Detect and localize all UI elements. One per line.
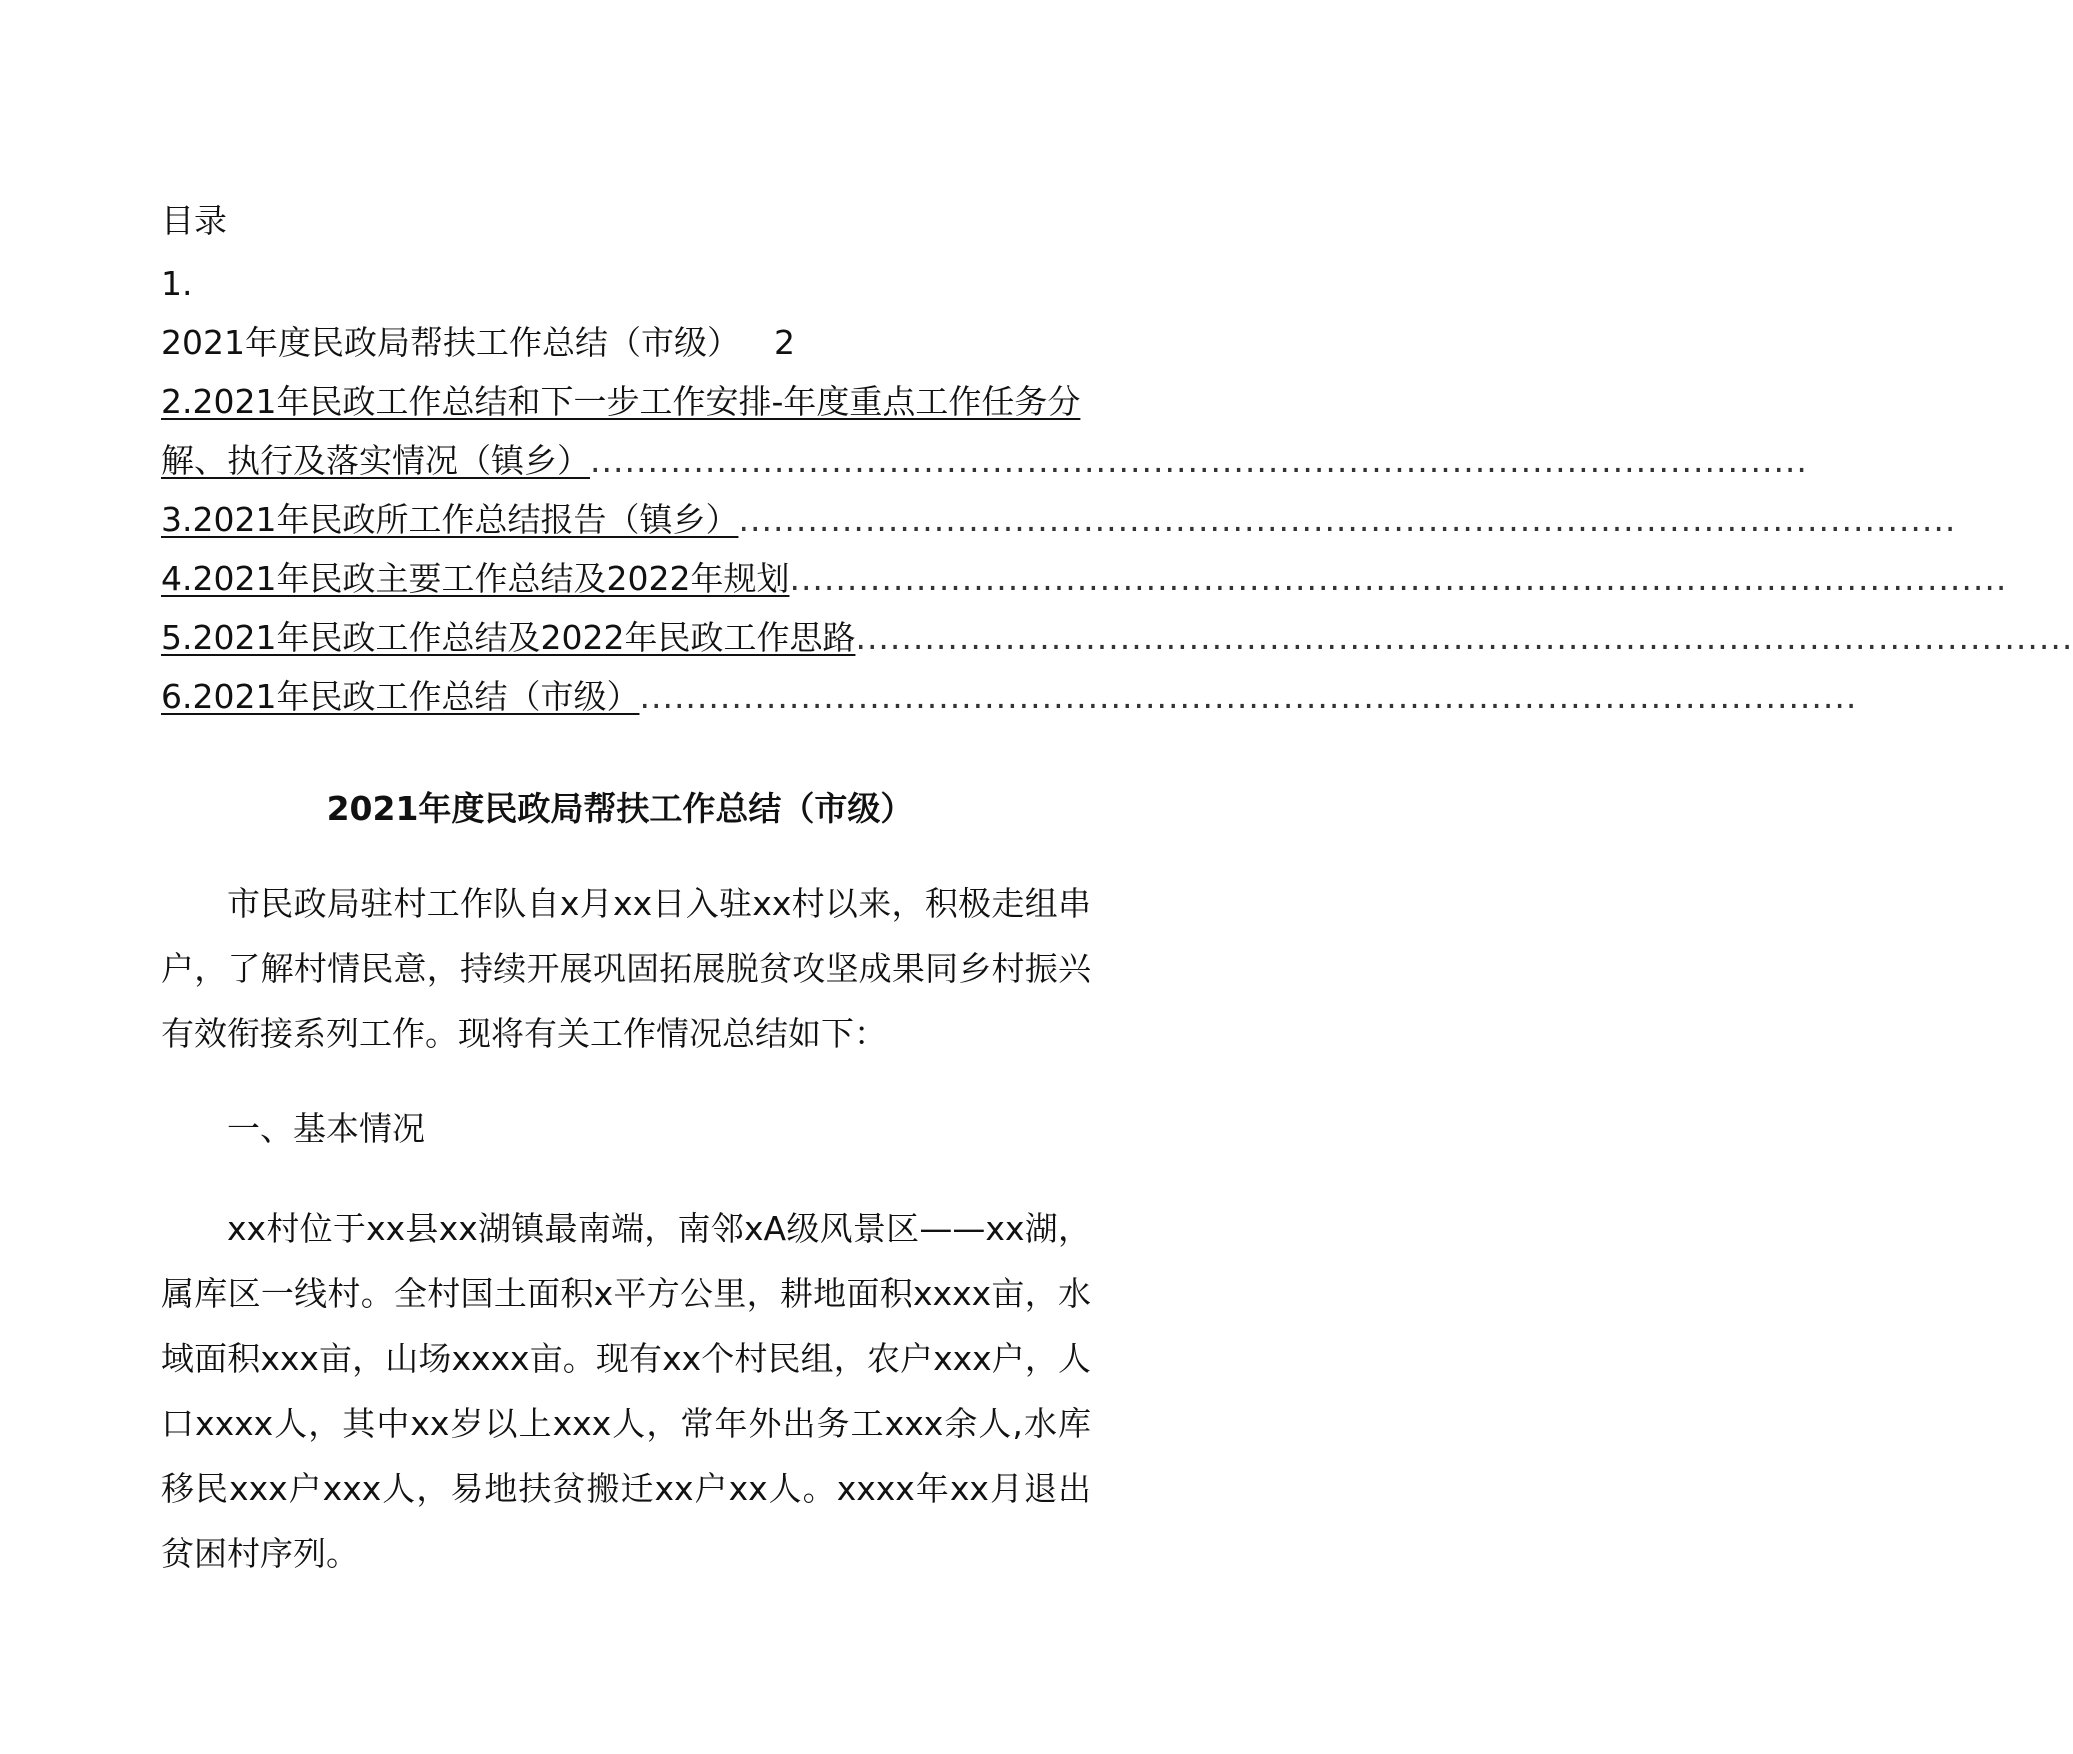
toc-entry-2-label-continued: 解、执行及落实情况（镇乡）	[161, 441, 590, 480]
document-heading: 2021年度民政局帮扶工作总结（市级）	[326, 789, 914, 828]
section-1-title: 一、基本情况	[227, 1109, 425, 1148]
toc-leader-dots: ..........................................................................................................	[855, 618, 2073, 657]
toc-entry-4[interactable]	[161, 554, 2008, 604]
toc-entry-1[interactable]	[161, 318, 795, 368]
toc-entry-3[interactable]	[161, 495, 1957, 545]
toc-entry-2-line-2[interactable]	[161, 436, 1808, 486]
toc-entry-6[interactable]	[161, 672, 1858, 722]
toc-entry-2-line-1[interactable]	[161, 377, 1240, 427]
toc-leader-dots: ..........................................................................................................	[590, 441, 1808, 480]
toc-entry-1-label: 2021年度民政局帮扶工作总结（市级）	[161, 323, 740, 362]
toc-entry-3-label: 3.2021年民政所工作总结报告（镇乡）	[161, 500, 739, 539]
toc-entry-6-label: 6.2021年民政工作总结（市级）	[161, 677, 640, 716]
toc-leader-dots: ..........................................................................................................	[639, 677, 1858, 716]
toc-leader-dots: ..........................................................................................................	[738, 500, 1957, 539]
section-1-paragraph: xx村位于xx县xx湖镇最南端，南邻xA级风景区——xx湖，属库区一线村。全村国土面积x平方公里，耕地面积xxxx亩，水域面积xxx亩，山场xxxx亩。现有xx个村民组，农户xxx户，人口xxxx人，其中xx岁以上xxx人，常年外出务工xxx余人,水库移民xxx户xxx人，易地扶贫搬迁xx户xx人。xxxx年xx月退出贫困村序列。	[161, 1209, 1092, 1573]
toc-entry-5[interactable]	[161, 613, 2073, 663]
toc-title: 目录	[161, 201, 227, 240]
toc-entry-2-label: 2.2021年民政工作总结和下一步工作安排-年度重点工作任务分	[161, 382, 1081, 421]
toc-leader-dots: ..........................................................................................................	[789, 559, 2008, 598]
toc-entry-5-label: 5.2021年民政工作总结及2022年民政工作思路	[161, 618, 856, 657]
intro-paragraph: 市民政局驻村工作队自x月xx日入驻xx村以来，积极走组串户，了解村情民意，持续开展巩固拓展脱贫攻坚成果同乡村振兴有效衔接系列工作。现将有关工作情况总结如下：	[161, 884, 1091, 1053]
toc-entry-1-number: 1.	[161, 264, 193, 303]
toc-entry-4-label: 4.2021年民政主要工作总结及2022年规划	[161, 559, 790, 598]
toc-entry-1-page: 2	[773, 323, 795, 362]
